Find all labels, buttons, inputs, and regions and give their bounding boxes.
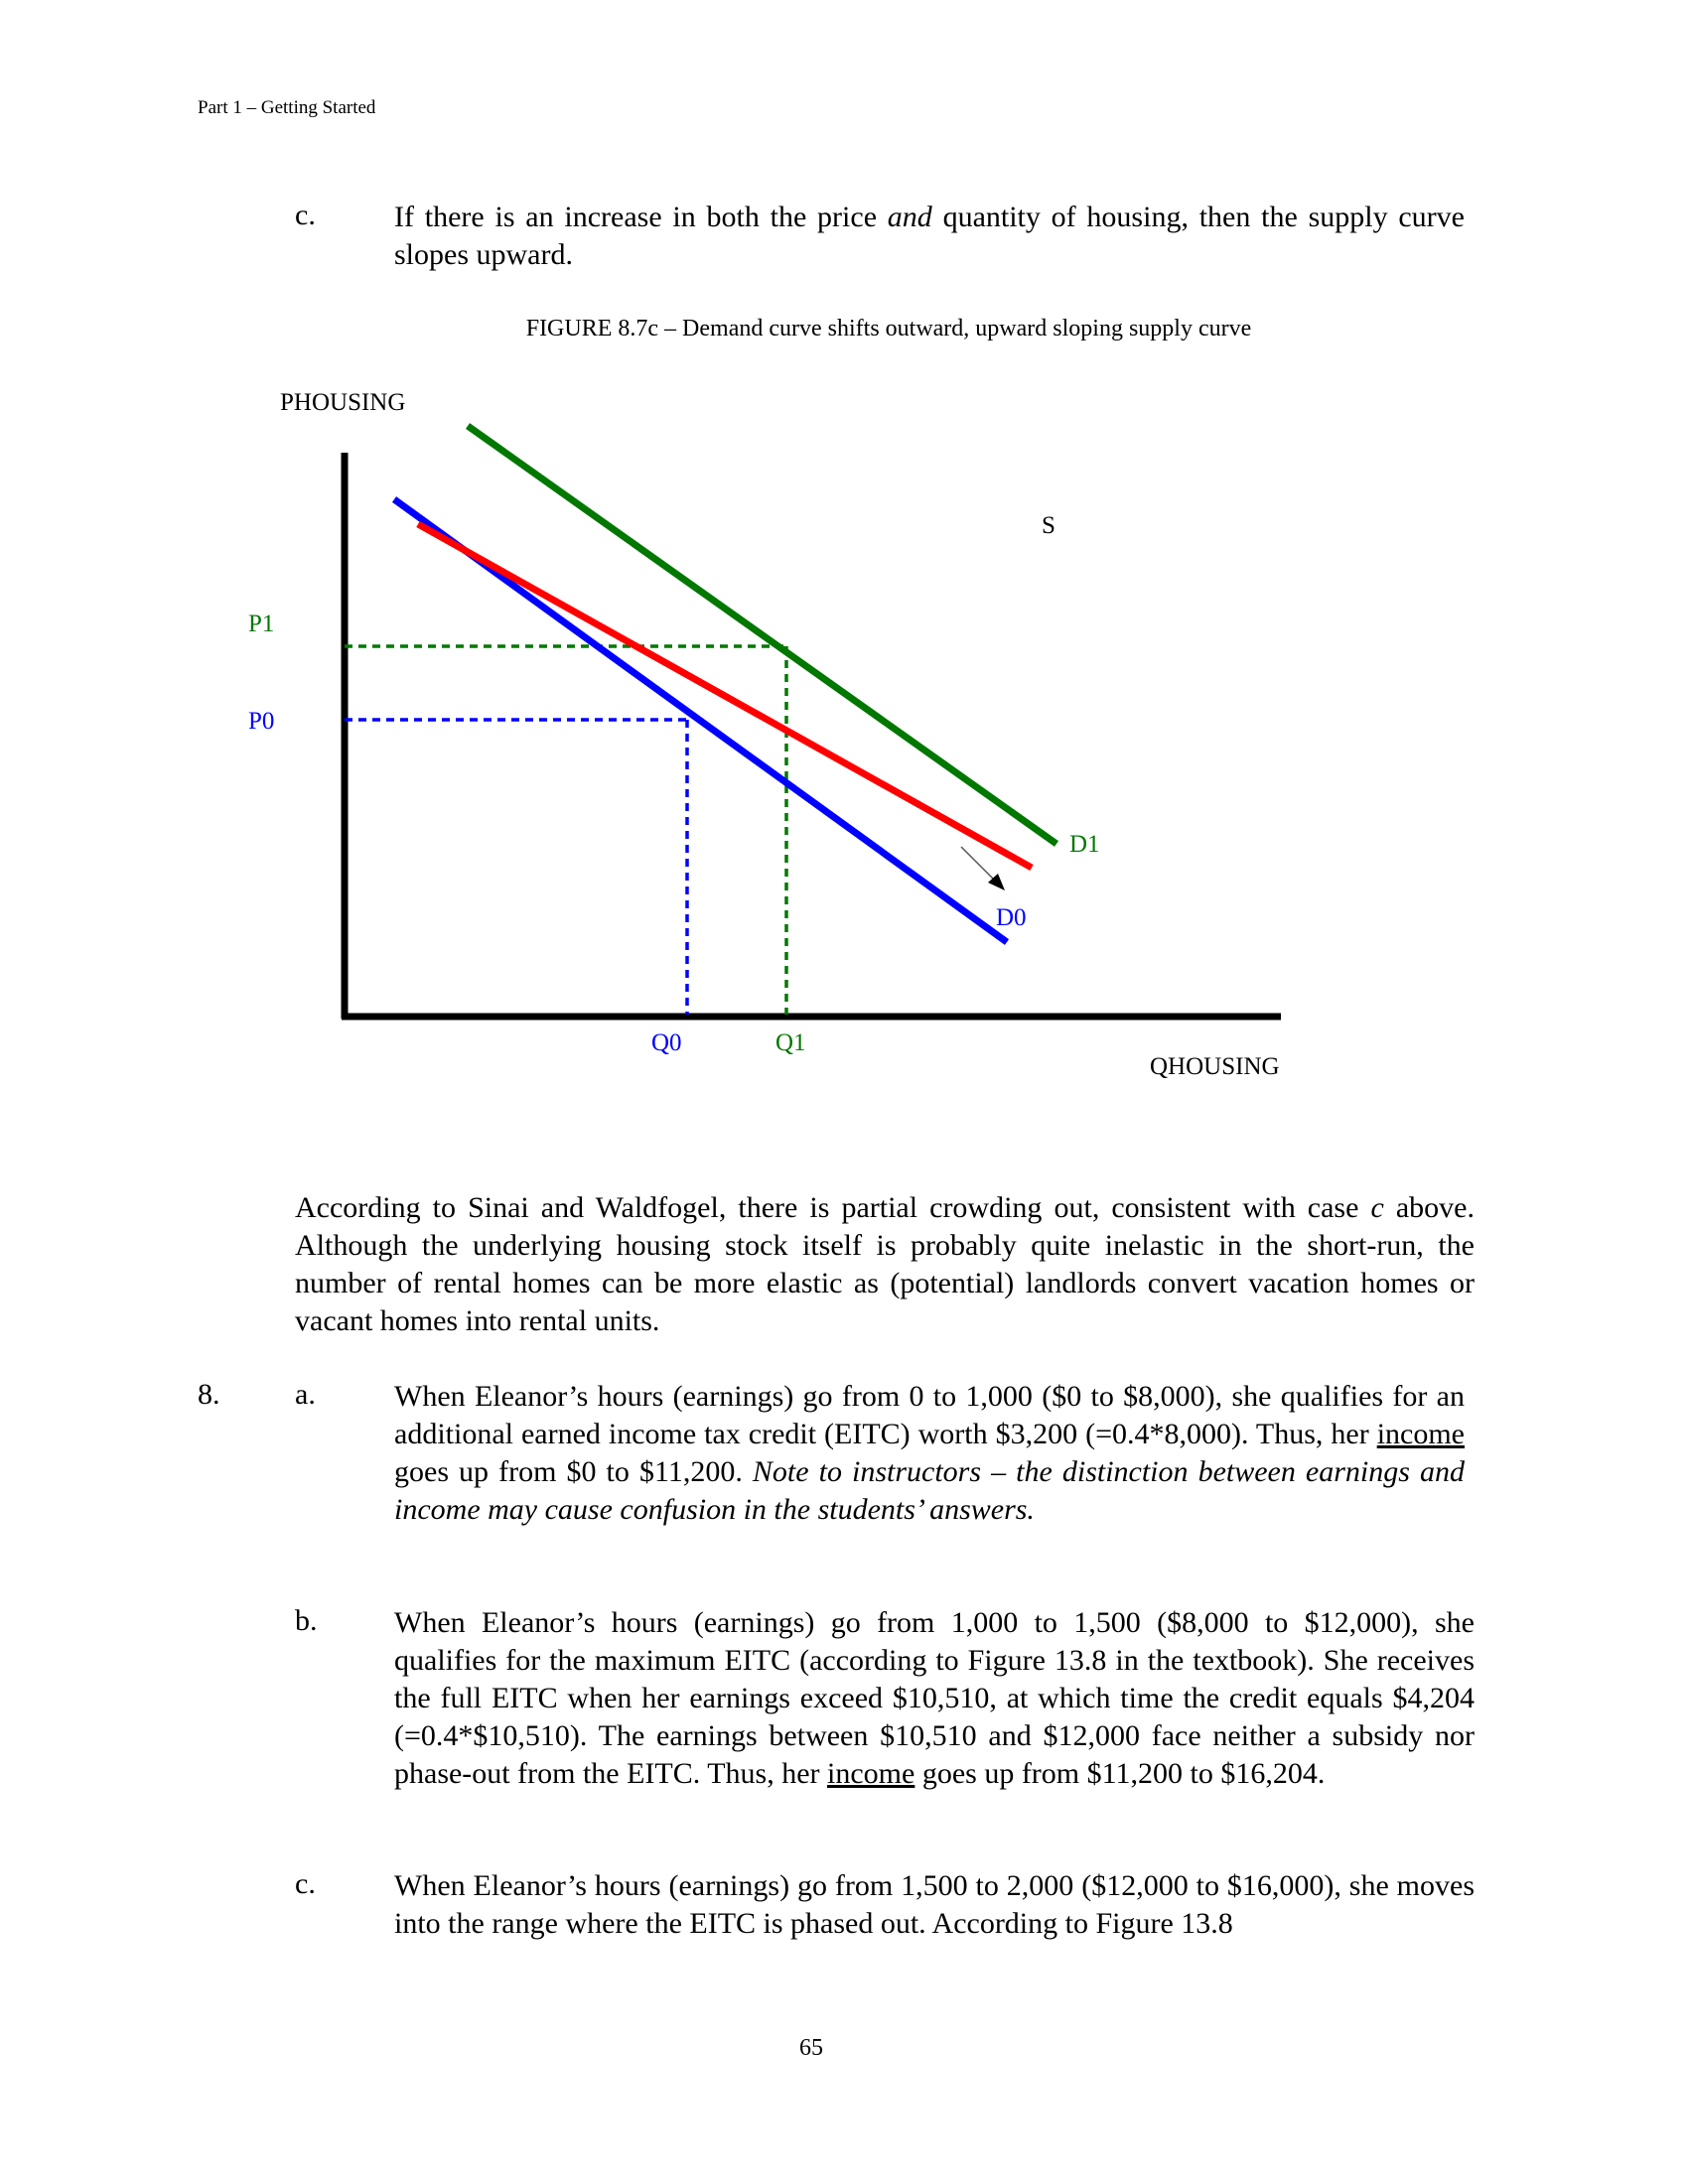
item-label-a: a. <box>295 1378 316 1411</box>
text: goes up from $0 to $11,200. <box>394 1455 753 1488</box>
running-header: Part 1 – Getting Started <box>198 97 376 118</box>
x-axis-label: QHOUSING <box>1150 1053 1280 1080</box>
underlined-word: income <box>827 1757 915 1790</box>
underlined-word: income <box>1376 1418 1465 1450</box>
p0-label: P0 <box>248 708 275 735</box>
p1-label: P1 <box>248 611 275 637</box>
answer-a <box>394 1378 1465 1529</box>
text: When Eleanor’s hours (earnings) go from 1,000 to 1,500 ($8,000 to $12,000), she qualifies for the maximum EITC (according to Figure 13.8 in the textbook). She receives the full EITC when her earnings exceed $10,510, at which time the credit equals $4,204 (=0.4*$10,510). The earnings between $10,510 and $12,000 face neither a subsidy nor phase-out from the EITC. Thus, her <box>394 1606 1475 1790</box>
emphasis: and <box>887 201 932 233</box>
emphasis: c <box>1370 1191 1384 1224</box>
text: If there is an increase in both the price <box>394 201 888 233</box>
y-axis-label: PHOUSING <box>280 389 406 416</box>
page-number: 65 <box>799 2035 823 2061</box>
q1-label: Q1 <box>775 1029 806 1056</box>
text: quantity of housing, then the supply curve slopes upward. <box>394 201 1465 271</box>
item-label-c: c. <box>295 199 316 231</box>
item-label-c2: c. <box>295 1867 316 1900</box>
d0-label: D0 <box>996 904 1027 931</box>
question-number: 8. <box>198 1378 220 1411</box>
figure-caption: FIGURE 8.7c – Demand curve shifts outward, upward sloping supply curve <box>525 316 1252 341</box>
text: When Eleanor’s hours (earnings) go from 0 to 1,000 ($0 to $8,000), she qualifies for an additional earned income tax credit (EITC) worth $3,200 (=0.4*8,000). Thus, her <box>394 1380 1465 1450</box>
shift-arrow <box>961 847 996 882</box>
answer-b <box>394 1604 1475 1793</box>
item-label-b: b. <box>295 1604 318 1637</box>
text: According to Sinai and Waldfogel, there is partial crowding out, consistent with case <box>295 1191 1371 1224</box>
discussion-paragraph <box>295 1189 1475 1340</box>
q0-label: Q0 <box>651 1029 682 1056</box>
answer-c: When Eleanor’s hours (earnings) go from 1,500 to 2,000 ($12,000 to $16,000), she moves into the range where the EITC is phased out. According to Figure 13.8 <box>394 1869 1475 1940</box>
demand-curve-d1 <box>468 426 1056 844</box>
s-label: S <box>1042 512 1055 539</box>
supply-curve-s <box>418 524 1032 868</box>
text: goes up from $11,200 to $16,204. <box>914 1757 1326 1790</box>
text: above. Although the underlying housing stock itself is probably quite inelastic in the short-run, the number of rental homes can be more elastic as (potential) landlords convert vacation homes or vacant homes into rental units. <box>295 1191 1475 1337</box>
instructor-note: Note to instructors – the distinction between earnings and income may cause confusion in the students’ answers. <box>394 1455 1465 1526</box>
d1-label: D1 <box>1069 831 1100 858</box>
